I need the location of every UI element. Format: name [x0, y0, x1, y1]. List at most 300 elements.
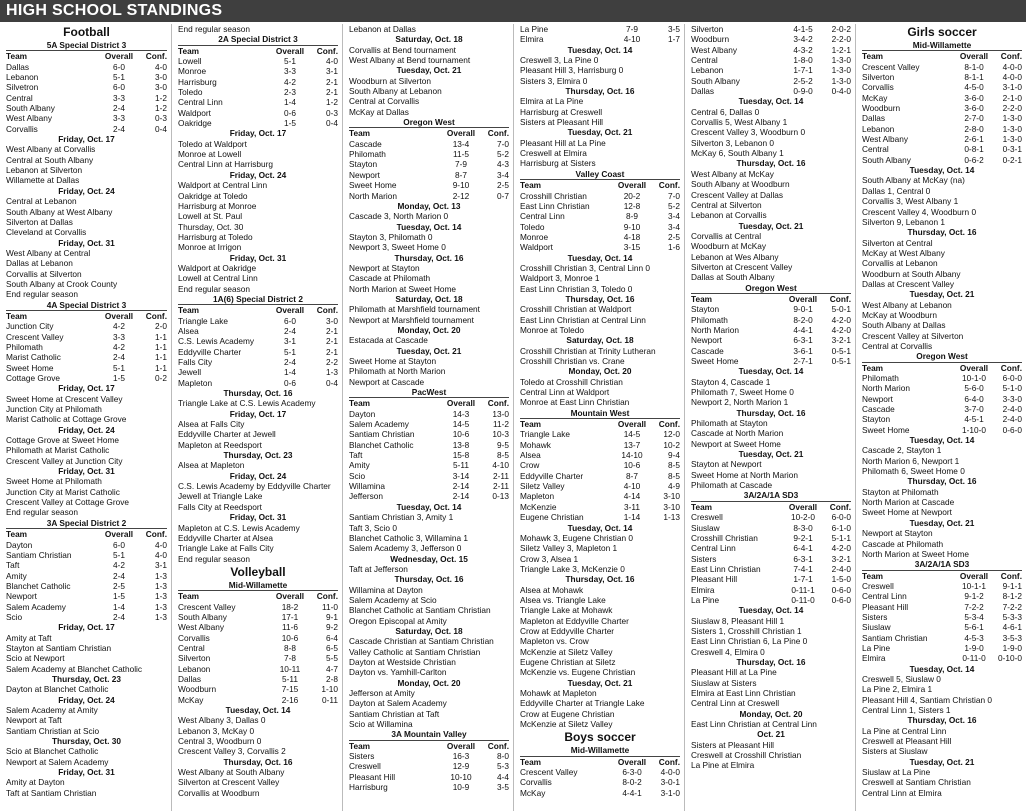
schedule-line: Stayton at Santiam Christian — [6, 642, 112, 653]
schedule-line: C.S. Lewis Academy by Eddyville Charter — [178, 481, 331, 492]
schedule-line: Thursday, Oct. 30 — [178, 221, 244, 232]
conference-record: 2-1 — [326, 346, 338, 357]
overall-record: 3-3 — [113, 92, 125, 103]
header-overall: Overall — [617, 756, 647, 767]
table-row — [178, 316, 338, 326]
conference-record: 3-10 — [663, 491, 680, 502]
schedule-line: Newport at Taft — [6, 715, 62, 726]
schedule-date: Friday, Oct. 31 — [229, 252, 287, 263]
overall-record: 10-9 — [452, 782, 470, 793]
team-name: Silverton — [862, 72, 895, 83]
overall-record: 7-4-1 — [793, 563, 813, 574]
table-row — [6, 612, 167, 622]
header-conference: Conf. — [145, 310, 167, 321]
schedule-date: Tuesday, Oct. 14 — [567, 44, 633, 55]
team-name: Mapleton — [178, 377, 213, 388]
table-row — [6, 342, 167, 352]
conference-record: 4-2-0 — [831, 314, 851, 325]
table-header — [178, 46, 338, 56]
header-team: Team — [691, 501, 713, 512]
schedule-date: Monday, Oct. 20 — [739, 708, 803, 719]
schedule-line: Jewell at Triangle Lake — [178, 491, 263, 502]
conference-record: 3-10 — [663, 501, 680, 512]
overall-record: 6-3-1 — [793, 335, 813, 346]
table-row — [178, 664, 338, 674]
overall-record: 10-1-0 — [962, 373, 986, 383]
overall-record: 6-0 — [113, 61, 125, 72]
schedule-line: Philomath 6, Sweet Home 0 — [862, 466, 965, 477]
table-row — [862, 643, 1022, 653]
team-name: Siuslaw — [691, 522, 720, 533]
schedule-date: Thursday, Oct. 16 — [223, 388, 293, 399]
schedule-line: Estacada at Cascade — [349, 335, 428, 346]
table-row — [178, 612, 338, 622]
team-name: Lebanon — [6, 72, 39, 83]
overall-record: 2-5 — [113, 580, 125, 591]
schedule-line: Creswell at Elmira — [520, 148, 587, 159]
conference-record: 2-0 — [155, 321, 167, 332]
team-name: Mapleton — [520, 491, 555, 502]
team-name: Corvallis — [6, 123, 38, 134]
schedule-line: Dallas at Lebanon — [6, 258, 73, 269]
schedule-line: Siuslaw 8, Pleasant Hill 1 — [691, 615, 785, 626]
table-header — [520, 757, 680, 767]
overall-record: 9-10 — [623, 221, 641, 232]
schedule-date: Saturday, Oct. 18 — [395, 34, 463, 45]
header-overall: Overall — [617, 419, 647, 430]
schedule-line: Newport at Stayton — [349, 262, 420, 273]
overall-record: 5-1 — [113, 362, 125, 373]
team-name: Santiam Christian — [349, 429, 415, 440]
overall-record: 5-1 — [284, 56, 296, 67]
team-name: Sweet Home — [862, 424, 910, 435]
schedule-line: Sisters at Siuslaw — [862, 746, 928, 757]
team-name: Stayton — [349, 159, 378, 170]
overall-record: 9-10 — [452, 180, 470, 191]
schedule-line: Jefferson at Amity — [349, 688, 415, 698]
overall-record: 2-6-1 — [964, 134, 984, 145]
schedule-line: Falls City at Reedsport — [178, 501, 262, 512]
schedule-line: Dayton at Blanchet Catholic — [6, 684, 109, 695]
table-row — [349, 491, 509, 501]
conference-record: 3-1-0 — [1002, 82, 1022, 93]
table-header — [178, 305, 338, 315]
conference-record: 2-1 — [326, 325, 338, 336]
schedule-date: Friday, Oct. 24 — [229, 470, 287, 481]
team-name: Lowell — [178, 56, 202, 67]
table-header — [349, 128, 509, 138]
schedule-line: Corvallis 3, West Albany 1 — [862, 196, 959, 207]
schedule-line: Harrisburg at Sisters — [520, 158, 596, 169]
header-conference: Conf. — [487, 740, 509, 751]
schedule-line: Waldport at Central Linn — [178, 180, 268, 191]
table-row — [520, 460, 680, 470]
table-row — [691, 325, 851, 335]
table-row — [6, 124, 167, 134]
team-name: Dayton — [6, 539, 33, 550]
schedule-line: End regular season — [6, 289, 78, 300]
conference-record: 3-0-1 — [660, 777, 680, 788]
schedule-date: Saturday, Oct. 18 — [395, 625, 463, 636]
conference-record: 4-0-0 — [660, 767, 680, 778]
table-row — [178, 633, 338, 643]
team-name: Lebanon — [178, 663, 211, 674]
team-name: Toledo — [178, 87, 203, 98]
team-name: Elmira — [520, 34, 544, 45]
overall-record: 5-11 — [453, 460, 469, 471]
team-name: Amity — [349, 460, 370, 471]
overall-record: 1-8-0 — [793, 55, 813, 66]
schedule-line: McKenzie at Siletz Valley — [520, 646, 613, 657]
schedule-line: Santiam Christian 3, Amity 1 — [349, 512, 454, 523]
sport-heading: Boys soccer — [564, 730, 636, 745]
conference-record: 2-0-2 — [831, 24, 851, 34]
division-heading: 4A Special District 3 — [6, 300, 167, 311]
table-row — [691, 543, 851, 553]
team-name: Philomath — [349, 149, 386, 160]
schedule-line: Central Linn at Waldport — [520, 387, 610, 398]
conference-record: 3-2-1 — [831, 553, 851, 564]
schedule-line: Salem Academy 3, Jefferson 0 — [349, 543, 462, 554]
team-name: Silverton — [691, 24, 724, 34]
table-row — [178, 326, 338, 336]
table-row — [6, 363, 167, 373]
table-row — [691, 315, 851, 325]
team-name: Crosshill Christian — [520, 190, 587, 201]
schedule-line: Silverton at Crescent Valley — [691, 261, 793, 272]
sport-heading: Girls soccer — [907, 25, 977, 39]
table-row — [349, 751, 509, 761]
table-row — [6, 560, 167, 570]
conference-record: 5-3 — [497, 761, 509, 772]
header-conference: Conf. — [145, 529, 167, 540]
schedule-line: Crescent Valley 3, Corvallis 2 — [178, 746, 286, 757]
schedule-line: Central at Corvallis — [349, 96, 420, 107]
table-row — [349, 159, 509, 169]
table-row — [6, 602, 167, 612]
team-name: Lebanon — [862, 123, 895, 134]
team-name: Woodburn — [691, 34, 730, 45]
header-overall: Overall — [275, 591, 305, 602]
overall-record: 6-0 — [284, 315, 296, 326]
conference-record: 4-7 — [326, 663, 338, 674]
header-conference: Conf. — [316, 591, 338, 602]
overall-record: 3-3 — [113, 331, 125, 342]
team-name: La Pine — [862, 642, 891, 653]
conference-record: 1-6 — [668, 242, 680, 253]
overall-record: 4-3-2 — [793, 44, 813, 55]
header-team: Team — [862, 362, 884, 373]
schedule-line: Crosshill Christian at Waldport — [520, 304, 632, 315]
header-conference: Conf. — [658, 180, 680, 191]
schedule-line: Dayton at Salem Academy — [349, 698, 447, 709]
schedule-line: Sweet Home at Philomath — [6, 476, 102, 487]
team-name: Cottage Grove — [6, 373, 60, 383]
team-name: Triangle Lake — [520, 429, 570, 440]
overall-record: 0-11-0 — [962, 653, 986, 664]
table-row — [862, 612, 1022, 622]
overall-record: 7-15 — [281, 684, 299, 695]
overall-record: 0-9-0 — [793, 86, 813, 97]
team-name: Crescent Valley — [178, 601, 236, 612]
overall-record: 1-4 — [113, 601, 125, 612]
overall-record: 4-10 — [623, 34, 641, 45]
header-team: Team — [6, 310, 28, 321]
table-header — [862, 51, 1022, 61]
schedule-line: Silverton at Crescent Valley — [178, 777, 280, 788]
schedule-line: Central at Silverton — [691, 199, 762, 210]
conference-record: 9-4 — [668, 450, 680, 461]
conference-record: 9-5 — [497, 439, 509, 450]
schedule-line: McKay at Dallas — [349, 106, 409, 117]
overall-record: 11-6 — [282, 622, 298, 633]
schedule-line: Elmira at East Linn Christian — [691, 688, 796, 698]
conference-record: 1-3-0 — [831, 75, 851, 86]
schedule-line: Central at Corvallis — [862, 340, 933, 351]
overall-record: 10-1-1 — [962, 580, 986, 591]
schedule-line: Crescent Valley 3, Woodburn 0 — [691, 127, 806, 138]
header-conference: Conf. — [658, 756, 680, 767]
schedule-line: Dallas 1, Central 0 — [862, 185, 931, 196]
conference-record: 4-0 — [155, 61, 167, 72]
schedule-line: East Linn Christian 6, La Pine 0 — [691, 636, 808, 647]
team-name: South Albany — [862, 154, 911, 165]
column-6 — [855, 24, 1026, 811]
overall-record: 3-6-0 — [964, 92, 984, 103]
team-name: Taft — [349, 450, 363, 461]
conference-record: 3-1-0 — [660, 787, 680, 798]
header-overall: Overall — [446, 128, 476, 139]
team-name: Lebanon — [691, 65, 724, 76]
team-name: Dallas — [691, 86, 715, 97]
schedule-line: Cascade 3, North Marion 0 — [349, 211, 449, 222]
schedule-line: Oregon Episcopal at Amity — [349, 615, 447, 626]
conference-record: 0-5-1 — [831, 345, 851, 356]
team-name: Jewell — [178, 367, 202, 378]
team-name: Central — [178, 642, 205, 653]
schedule-line: Sweet Home at Newport — [862, 507, 952, 518]
schedule-line: McKay 6, South Albany 1 — [691, 148, 784, 159]
schedule-line: Harrisburg at Monroe — [178, 200, 257, 211]
conference-record: 0-3 — [326, 107, 338, 118]
table-row — [178, 108, 338, 118]
sport-heading: Football — [63, 25, 110, 39]
schedule-line: Dallas at South Albany — [691, 272, 775, 283]
table-row — [691, 76, 851, 86]
header-team: Team — [862, 51, 884, 62]
conference-record: 9-1 — [326, 611, 338, 622]
schedule-line: Mapleton at C.S. Lewis Academy — [178, 522, 300, 533]
schedule-line: East Linn Christian 3, Toledo 0 — [520, 283, 633, 294]
schedule-line: Crosshill Christian at Trinity Lutheran — [520, 345, 656, 356]
table-row — [349, 419, 509, 429]
schedule-line: Creswell 3, La Pine 0 — [520, 55, 599, 66]
overall-record: 4-10 — [623, 481, 641, 492]
schedule-date: Monday, Oct. 20 — [397, 324, 461, 335]
schedule-line: Dayton vs. Yamhill-Carlton — [349, 667, 447, 678]
schedule-date: Oct. 21 — [757, 729, 785, 740]
overall-record: 5-1 — [113, 549, 125, 560]
division-heading: Oregon West — [691, 283, 851, 294]
schedule-line: Scio at Willamina — [349, 719, 413, 730]
conference-record: 5-3-3 — [1002, 611, 1022, 622]
schedule-line: Lebanon at Corvallis — [691, 210, 767, 221]
team-name: East Linn Christian — [520, 200, 590, 211]
conference-record: 1-1 — [155, 362, 167, 373]
schedule-line: Silverton 3, Lebanon 0 — [691, 137, 775, 148]
overall-record: 5-11 — [282, 673, 298, 684]
schedule-line: Scio at Blanchet Catholic — [6, 746, 99, 757]
schedule-line: Sweet Home at Stayton — [349, 356, 437, 366]
conference-record: 9-1-1 — [1002, 580, 1022, 591]
overall-record: 1-7-1 — [793, 65, 813, 76]
table-row — [520, 34, 680, 44]
sport-heading: Volleyball — [230, 564, 286, 579]
table-row — [862, 113, 1022, 123]
team-name: Philomath — [691, 314, 728, 325]
schedule-line: Dallas at Crescent Valley — [862, 278, 955, 289]
schedule-line: South Albany at Crook County — [6, 278, 118, 289]
schedule-line: Valley Catholic at Santiam Christian — [349, 646, 481, 657]
team-name: Eddyville Charter — [178, 346, 242, 357]
table-row — [178, 684, 338, 694]
conference-record: 0-6-0 — [831, 584, 851, 595]
schedule-date: Tuesday, Oct. 14 — [738, 96, 804, 107]
overall-record: 1-5 — [284, 118, 296, 129]
schedule-line: Mapleton vs. Crow — [520, 636, 589, 647]
table-row — [691, 533, 851, 543]
team-name: La Pine — [691, 594, 720, 605]
team-name: Oakridge — [178, 118, 212, 129]
conference-record: 2-5 — [497, 180, 509, 191]
schedule-line: Salem Academy at Blanchet Catholic — [6, 663, 143, 674]
conference-record: 4-0 — [155, 549, 167, 560]
schedule-line: Crosshill Christian 3, Central Linn 0 — [520, 262, 651, 273]
conference-record: 1-3-0 — [1002, 123, 1022, 134]
schedule-date: Monday, Oct. 20 — [568, 366, 632, 377]
header-team: Team — [520, 756, 542, 767]
team-name: Dallas — [178, 673, 202, 684]
table-row — [520, 450, 680, 460]
table-row — [520, 232, 680, 242]
header-team: Team — [178, 591, 200, 602]
team-name: Creswell — [691, 512, 723, 523]
schedule-line: McKay at Woodburn — [862, 309, 938, 320]
table-row — [178, 643, 338, 653]
table-row — [691, 595, 851, 605]
overall-record: 13-4 — [452, 138, 470, 149]
conference-record: 4-4 — [497, 771, 509, 782]
overall-record: 2-8-0 — [964, 123, 984, 134]
team-name: Monroe — [178, 66, 207, 77]
conference-record: 1-2 — [155, 92, 167, 103]
schedule-line: Silverton at Central — [862, 237, 933, 248]
table-row — [178, 653, 338, 663]
conference-record: 0-4 — [326, 118, 338, 129]
schedule-line: South Albany at Dallas — [862, 320, 946, 331]
overall-record: 2-4 — [284, 357, 296, 367]
table-row — [178, 336, 338, 346]
schedule-date: Thursday, Oct. 16 — [565, 574, 635, 585]
table-row — [520, 429, 680, 439]
schedule-line: Crow at Eddyville Charter — [520, 625, 615, 636]
conference-record: 4-0-0 — [1002, 72, 1022, 83]
overall-record: 20-2 — [623, 190, 641, 201]
schedule-date: Friday, Oct. 31 — [58, 237, 115, 248]
schedule-line: Cascade at Philomath — [862, 538, 944, 549]
team-name: Cascade — [862, 404, 895, 415]
team-name: Central — [6, 92, 33, 103]
header-conference: Conf. — [1000, 362, 1022, 373]
conference-record: 0-6-0 — [1002, 424, 1022, 435]
division-heading: Valley Coast — [520, 169, 680, 180]
header-overall: Overall — [959, 570, 989, 581]
table-row — [6, 113, 167, 123]
table-row — [520, 777, 680, 787]
schedule-line: Stayton 3, Philomath 0 — [349, 231, 433, 242]
table-row — [862, 414, 1022, 424]
schedule-line: Philomath at Marist Catholic — [6, 445, 110, 456]
conference-record: 6-4 — [326, 632, 338, 643]
schedule-line: Newport at Sweet Home — [691, 438, 781, 449]
overall-record: 3-6-1 — [793, 345, 813, 356]
schedule-line: Pleasant Hill at La Pine — [520, 137, 606, 148]
schedule-line: Salem Academy at Amity — [6, 705, 98, 715]
schedule-line: End regular season — [178, 24, 250, 34]
schedule-line: Newport at Salem Academy — [6, 756, 109, 767]
schedule-line: Central Linn at Harrisburg — [178, 159, 273, 170]
division-heading: Mid-Willamette — [862, 40, 1022, 51]
table-row — [691, 574, 851, 584]
overall-record: 3-1 — [284, 336, 296, 347]
conference-record: 1-9-0 — [1002, 642, 1022, 653]
team-name: Stayton — [862, 414, 891, 425]
header-team: Team — [520, 419, 542, 430]
overall-record: 6-4-0 — [964, 393, 984, 404]
table-row — [862, 622, 1022, 632]
table-header — [520, 419, 680, 429]
schedule-line: North Marion 6, Newport 1 — [862, 455, 960, 466]
table-row — [520, 440, 680, 450]
schedule-line: Cleveland at Corvallis — [6, 227, 87, 238]
conference-record: 3-4 — [668, 221, 680, 232]
schedule-line: Newport at Cascade — [349, 376, 425, 387]
table-row — [862, 134, 1022, 144]
overall-record: 1-4 — [284, 97, 296, 108]
table-row — [691, 512, 851, 522]
standings-columns — [0, 24, 1026, 811]
table-row — [178, 77, 338, 87]
team-name: West Albany — [691, 44, 737, 55]
conference-record: 7-2-2 — [1002, 601, 1022, 612]
header-conference: Conf. — [487, 398, 509, 409]
team-name: Sisters — [691, 553, 717, 564]
conference-record: 2-2 — [326, 357, 338, 367]
division-heading: 1A(6) Special District 2 — [178, 294, 338, 305]
team-name: Central Linn — [520, 211, 565, 222]
team-name: East Linn Christian — [691, 563, 761, 574]
schedule-date: Thursday, Oct. 16 — [907, 476, 977, 487]
overall-record: 15-8 — [452, 450, 470, 461]
schedule-date: Tuesday, Oct. 14 — [738, 366, 804, 377]
schedule-line: Toledo at Waldport — [178, 138, 247, 149]
header-team: Team — [6, 529, 28, 540]
team-name: Elmira — [862, 653, 886, 664]
conference-record: 1-1 — [155, 331, 167, 342]
team-name: South Albany — [6, 103, 55, 114]
conference-record: 0-11 — [322, 694, 338, 705]
table-row — [862, 93, 1022, 103]
